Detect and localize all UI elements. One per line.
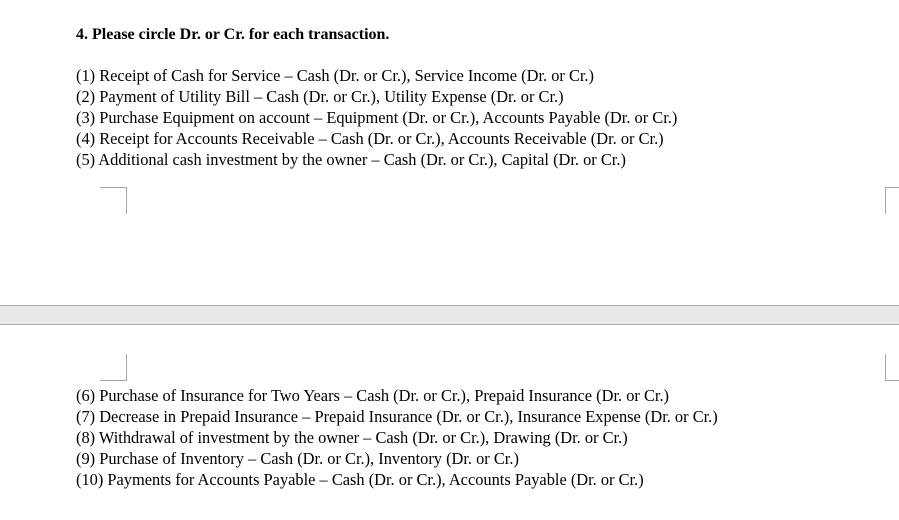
transaction-line-8: (8) Withdrawal of investment by the owner – Cash (Dr. or Cr.), Drawing (Dr. or Cr.) [76, 428, 628, 447]
margin-corner-mark-bottom-left [100, 187, 127, 214]
margin-corner-mark-bottom-right [885, 187, 899, 214]
transaction-line-6: (6) Purchase of Insurance for Two Years – Cash (Dr. or Cr.), Prepaid Insurance (Dr. or Cr.) [76, 386, 670, 405]
margin-corner-mark-top-right [885, 354, 899, 381]
transaction-line-7: (7) Decrease in Prepaid Insurance – Prepaid Insurance (Dr. or Cr.), Insurance Expense (Dr. or Cr.) [76, 407, 718, 426]
transaction-list-page-1 [76, 65, 677, 170]
transaction-list-page-2 [76, 385, 718, 490]
document-page-2 [0, 325, 899, 520]
transaction-line-9: (9) Purchase of Inventory – Cash (Dr. or Cr.), Inventory (Dr. or Cr.) [76, 449, 519, 468]
transaction-line-4: (4) Receipt for Accounts Receivable – Cash (Dr. or Cr.), Accounts Receivable (Dr. or Cr.) [76, 129, 664, 148]
transaction-line-3: (3) Purchase Equipment on account – Equipment (Dr. or Cr.), Accounts Payable (Dr. or Cr.) [76, 108, 678, 127]
transaction-line-2: (2) Payment of Utility Bill – Cash (Dr. or Cr.), Utility Expense (Dr. or Cr.) [76, 87, 564, 106]
transaction-line-10: (10) Payments for Accounts Payable – Cash (Dr. or Cr.), Accounts Payable (Dr. or Cr.) [76, 470, 644, 489]
transaction-line-5: (5) Additional cash investment by the owner – Cash (Dr. or Cr.), Capital (Dr. or Cr.) [76, 150, 626, 169]
page-break-gap [0, 305, 899, 325]
question-heading: 4. Please circle Dr. or Cr. for each transaction. [76, 26, 390, 43]
transaction-line-1: (1) Receipt of Cash for Service – Cash (Dr. or Cr.), Service Income (Dr. or Cr.) [76, 66, 594, 85]
margin-corner-mark-top-left [100, 354, 127, 381]
